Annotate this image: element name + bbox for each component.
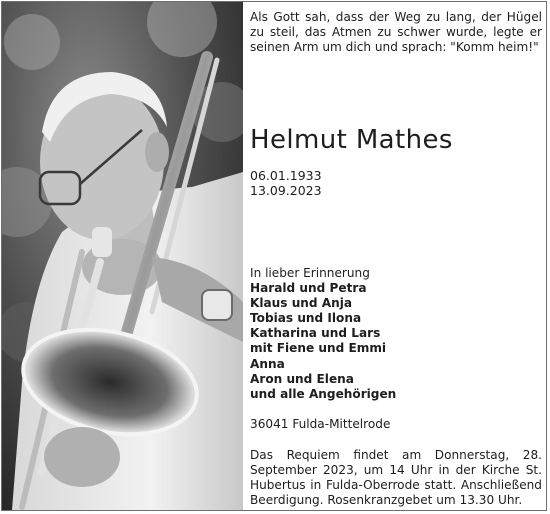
life-dates xyxy=(250,168,322,198)
mourners-intro: In lieber Erinnerung xyxy=(250,266,370,280)
mourner-entry: Anna xyxy=(250,356,285,371)
family-location: 36041 Fulda-Mittelrode xyxy=(250,417,391,431)
memorial-quote: Als Gott sah, dass der Weg zu lang, der Hügel zu steil, das Atmen zu schwer wurde, legte er seinen Arm um dich und sprach: "Komm heim!" xyxy=(250,10,542,54)
mourner-entry: Aron und Elena xyxy=(250,371,354,386)
mourner-entry: mit Fiene und Emmi xyxy=(250,341,387,356)
obituary-card xyxy=(1,1,547,511)
mourner-entry: Tobias und Ilona xyxy=(250,311,362,326)
mourner-entry: und alle Angehörigen xyxy=(250,386,397,401)
portrait-photo xyxy=(2,2,243,510)
deceased-name: Helmut Mathes xyxy=(250,125,453,155)
obituary-text xyxy=(250,2,542,510)
mourners-list xyxy=(250,266,396,402)
mourner-entry: Katharina und Lars xyxy=(250,326,381,341)
death-date: 13.09.2023 xyxy=(250,183,322,198)
birth-date: 06.01.1933 xyxy=(250,168,322,183)
mourner-entry: Klaus und Anja xyxy=(250,296,353,311)
requiem-notice: Das Requiem findet am Donnerstag, 28. September 2023, um 14 Uhr in der Kirche St. Hubertus in Fulda-Oberrode statt. Anschließend Beerdigung. Rosenkranzgebet um 13.30 Uhr. xyxy=(250,448,542,507)
mourner-entry: Harald und Petra xyxy=(250,281,367,296)
